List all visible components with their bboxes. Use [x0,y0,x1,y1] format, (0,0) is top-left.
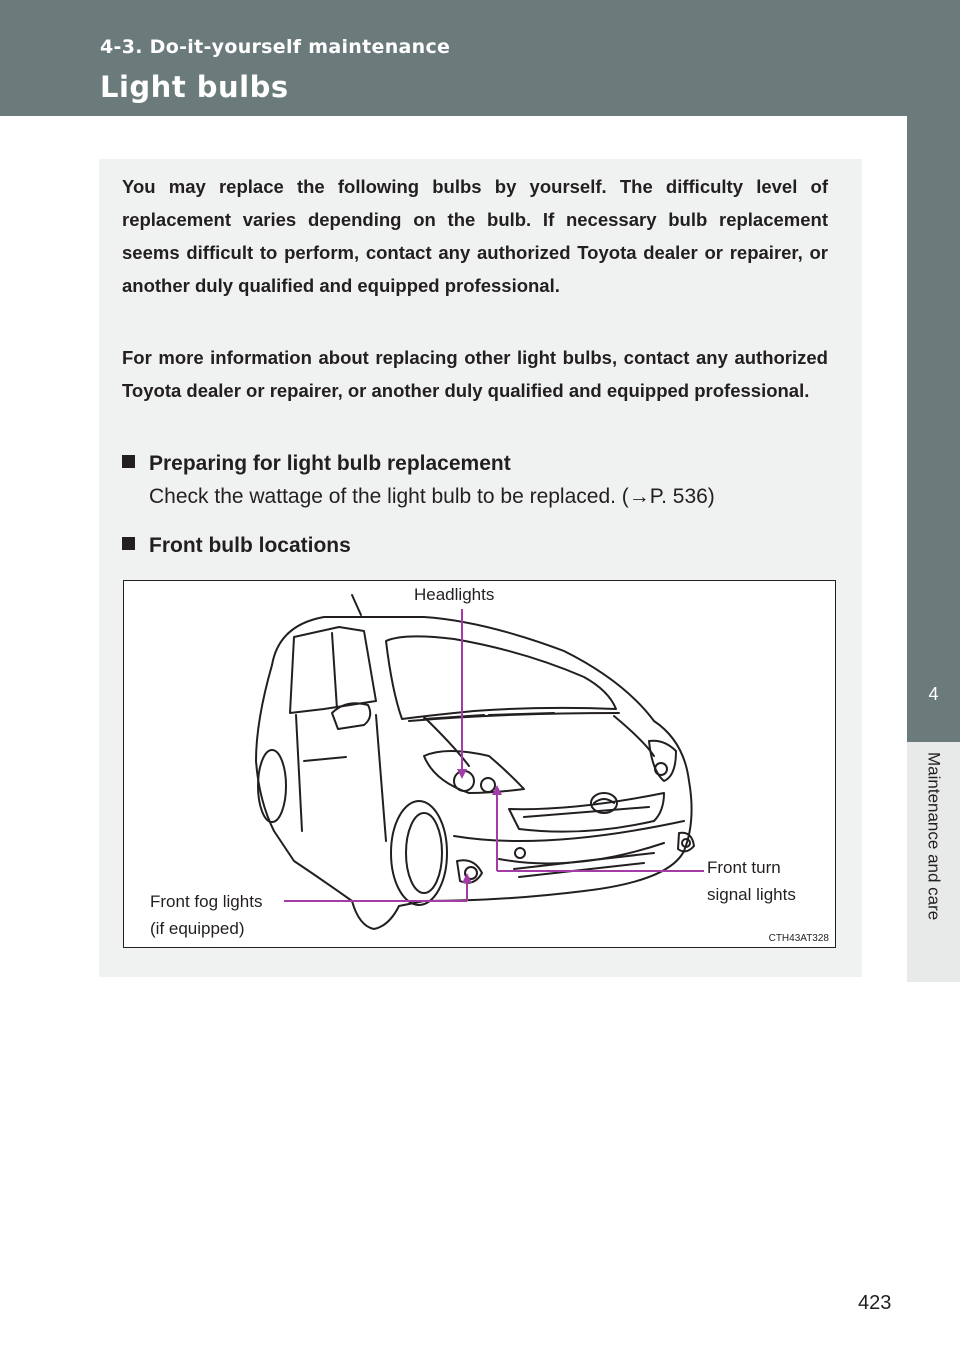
section-label: 4-3. Do-it-yourself maintenance [100,36,451,58]
page-title: Light bulbs [100,70,289,104]
figure-code: CTH43AT328 [768,933,829,944]
intro-paragraph: For more information about replacing other light bulbs, contact any authorized Toyota dealer or repairer, or another duly qualified and equipped professional. [122,347,828,401]
section-heading [122,452,511,476]
callout-line: Front turn [707,858,781,877]
callout-line: Front fog lights [150,892,263,911]
section-heading-text: Preparing for light bulb replacement [149,452,511,475]
section-heading [122,534,351,558]
square-bullet-icon [122,455,135,468]
callout-line: (if equipped) [150,919,245,938]
callout-front-fog-lights [150,888,262,942]
side-tab-bar [907,116,960,646]
square-bullet-icon [122,537,135,550]
page-number: 423 [858,1292,892,1314]
callout-headlights: Headlights [414,585,495,604]
callout-line: signal lights [707,885,796,904]
chapter-number-tab[interactable]: 4 [907,646,960,742]
chapter-title-tab[interactable] [907,742,960,982]
bulb-location-figure [123,580,836,948]
chapter-title: Maintenance and care [924,752,944,921]
intro-paragraph: You may replace the following bulbs by yourself. The difficulty level of replacement varies depending on the bulb. If necessary bulb replacement seems difficult to perform, contact any authorized Toyota dealer or repairer, or another duly qualified and equipped professional. [122,176,828,296]
section-heading-text: Front bulb locations [149,534,351,557]
section-text: Check the wattage of the light bulb to be replaced. (→P. 536) [149,485,715,508]
callout-front-turn-signal-lights [707,854,796,908]
